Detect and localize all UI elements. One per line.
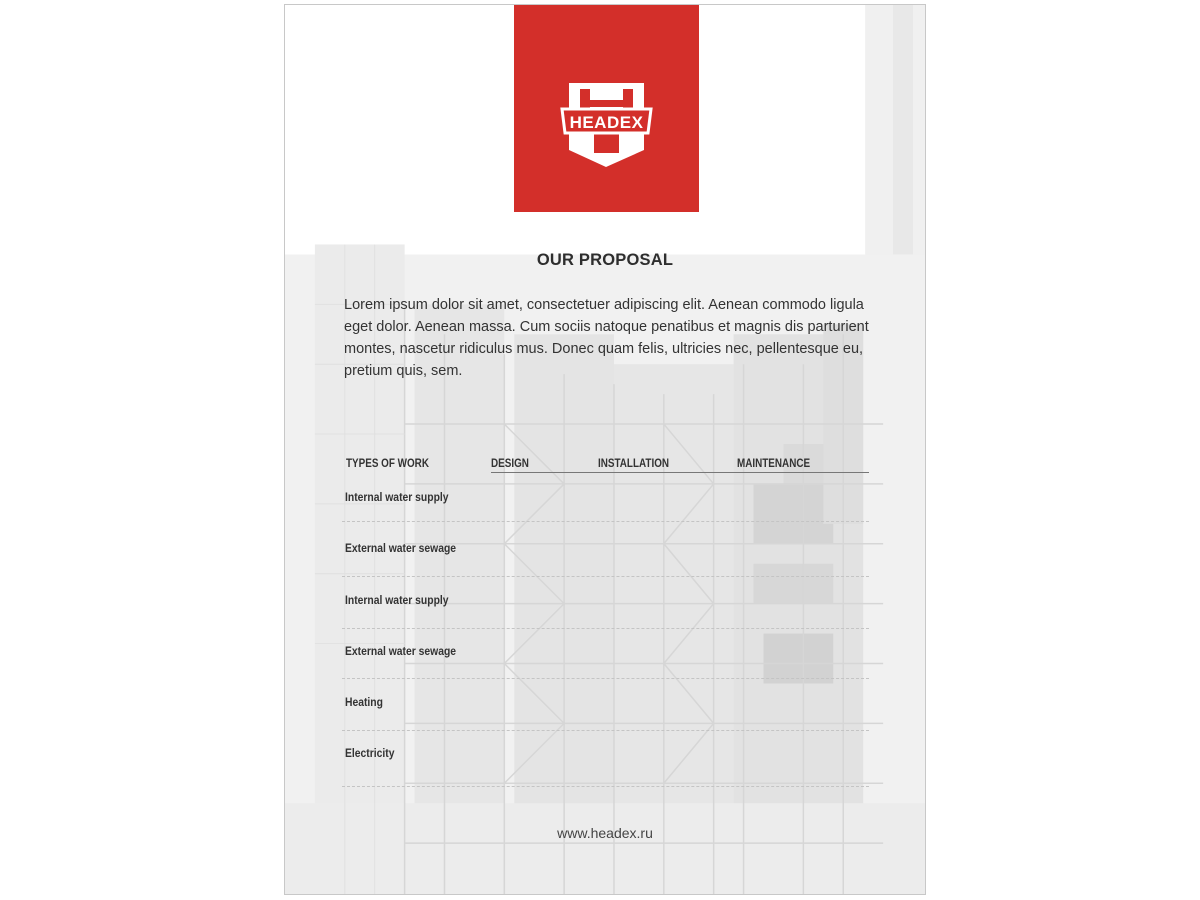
header-design: DESIGN — [491, 458, 529, 470]
header-types-of-work: TYPES OF WORK — [346, 458, 429, 470]
logo-block — [514, 5, 699, 212]
row-divider — [342, 786, 869, 787]
page-title: OUR PROPOSAL — [536, 251, 674, 269]
header-maintenance: MAINTENANCE — [737, 458, 811, 470]
table-header-row — [285, 458, 925, 472]
row-divider — [342, 576, 869, 577]
row-label: Internal water supply — [345, 492, 449, 504]
row-divider — [342, 678, 869, 679]
proposal-page — [284, 4, 926, 895]
logo-text: HEADEX — [569, 113, 644, 132]
row-label: External water sewage — [345, 646, 457, 658]
row-divider — [342, 730, 869, 731]
headex-logo — [514, 5, 699, 212]
row-label: Electricity — [345, 748, 395, 760]
row-divider — [342, 521, 869, 522]
header-installation: INSTALLATION — [598, 458, 670, 470]
table-header-rule — [491, 472, 869, 473]
row-label: Internal water supply — [345, 595, 449, 607]
intro-paragraph: Lorem ipsum dolor sit amet, consectetuer adipiscing elit. Aenean commodo ligula eget dolor. Aenean massa. Cum sociis natoque penatibus et magnis dis parturient montes, nascetur ridiculus mus. Donec quam felis, ultricies nec, pellentesque eu, pretium quis, sem. — [344, 297, 869, 379]
row-divider — [342, 628, 869, 629]
row-label: Heating — [345, 697, 383, 709]
row-label: External water sewage — [345, 543, 457, 555]
website-link[interactable]: www.headex.ru — [557, 825, 653, 841]
